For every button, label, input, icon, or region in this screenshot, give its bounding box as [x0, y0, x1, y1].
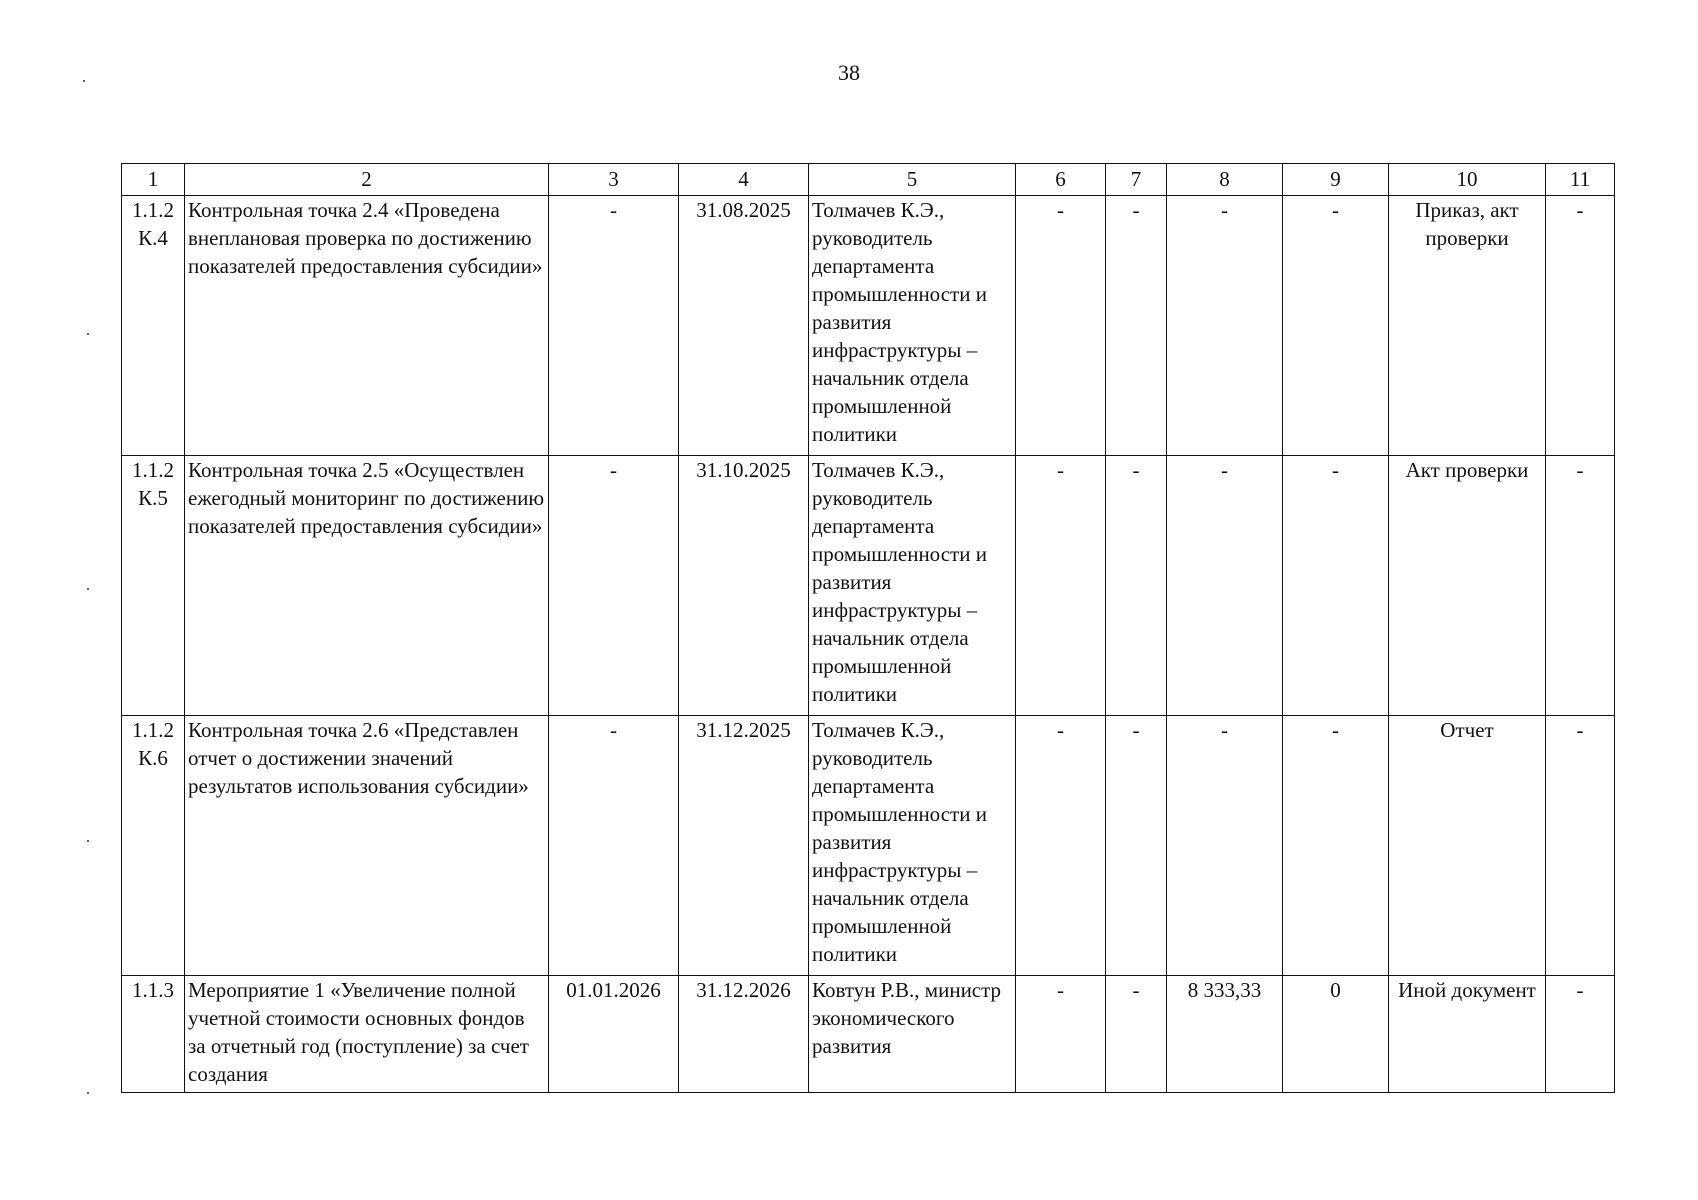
cell-col7: -: [1106, 976, 1167, 1093]
scan-speck: [87, 840, 89, 842]
end-date: 31.12.2026: [679, 976, 809, 1093]
cell-col6: -: [1016, 196, 1106, 456]
start-date: -: [549, 456, 679, 716]
responsible: Толмачев К.Э., руководитель департамента промышленности и развития инфраструктуры – начальник отдела промышленной политики: [809, 456, 1016, 716]
responsible: Ковтун Р.В., министр экономического развития: [809, 976, 1016, 1093]
scan-speck: [83, 80, 85, 82]
document-type: Приказ, акт проверки: [1389, 196, 1546, 456]
cell-col11: -: [1546, 976, 1615, 1093]
cell-col8: 8 333,33: [1167, 976, 1283, 1093]
column-header: 8: [1167, 164, 1283, 196]
column-header: 3: [549, 164, 679, 196]
column-header: 4: [679, 164, 809, 196]
end-date: 31.08.2025: [679, 196, 809, 456]
row-name: Контрольная точка 2.5 «Осуществлен ежегодный мониторинг по достижению показателей предоставления субсидии»: [185, 456, 549, 716]
table-row: [122, 456, 1615, 716]
cell-col6: -: [1016, 716, 1106, 976]
document-type: Иной документ: [1389, 976, 1546, 1093]
table-row: [122, 716, 1615, 976]
cell-col11: -: [1546, 196, 1615, 456]
column-header: 10: [1389, 164, 1546, 196]
scan-speck: [87, 1092, 89, 1094]
scan-speck: [87, 333, 89, 335]
cell-col7: -: [1106, 196, 1167, 456]
cell-col7: -: [1106, 456, 1167, 716]
cell-col8: -: [1167, 196, 1283, 456]
column-header: 11: [1546, 164, 1615, 196]
document-type: Акт проверки: [1389, 456, 1546, 716]
row-name: Контрольная точка 2.6 «Представлен отчет о достижении значений результатов использования субсидии»: [185, 716, 549, 976]
table-row: [122, 976, 1615, 1093]
responsible: Толмачев К.Э., руководитель департамента промышленности и развития инфраструктуры – начальник отдела промышленной политики: [809, 196, 1016, 456]
column-header: 9: [1283, 164, 1389, 196]
cell-col8: -: [1167, 716, 1283, 976]
cell-col9: -: [1283, 716, 1389, 976]
plan-table: [121, 163, 1615, 1093]
start-date: -: [549, 196, 679, 456]
column-header: 5: [809, 164, 1016, 196]
column-header: 1: [122, 164, 185, 196]
page-number: 38: [838, 60, 860, 85]
row-name: Мероприятие 1 «Увеличение полной учетной стоимости основных фондов за отчетный год (поступление) за счет создания: [185, 976, 549, 1093]
cell-col6: -: [1016, 456, 1106, 716]
row-name: Контрольная точка 2.4 «Проведена внеплановая проверка по достижению показателей предоставления субсидии»: [185, 196, 549, 456]
document-type: Отчет: [1389, 716, 1546, 976]
start-date: -: [549, 716, 679, 976]
column-header: 2: [185, 164, 549, 196]
table-row: [122, 196, 1615, 456]
column-header: 7: [1106, 164, 1167, 196]
scan-speck: [87, 588, 89, 590]
cell-col9: -: [1283, 196, 1389, 456]
cell-col9: -: [1283, 456, 1389, 716]
cell-col11: -: [1546, 716, 1615, 976]
cell-col9: 0: [1283, 976, 1389, 1093]
row-code: 1.1.2 К.6: [122, 716, 185, 976]
header-row: [122, 164, 1615, 196]
end-date: 31.10.2025: [679, 456, 809, 716]
cell-col6: -: [1016, 976, 1106, 1093]
end-date: 31.12.2025: [679, 716, 809, 976]
cell-col11: -: [1546, 456, 1615, 716]
start-date: 01.01.2026: [549, 976, 679, 1093]
responsible: Толмачев К.Э., руководитель департамента промышленности и развития инфраструктуры – начальник отдела промышленной политики: [809, 716, 1016, 976]
row-code: 1.1.2 К.5: [122, 456, 185, 716]
column-header: 6: [1016, 164, 1106, 196]
row-code: 1.1.2 К.4: [122, 196, 185, 456]
cell-col7: -: [1106, 716, 1167, 976]
cell-col8: -: [1167, 456, 1283, 716]
row-code: 1.1.3: [122, 976, 185, 1093]
